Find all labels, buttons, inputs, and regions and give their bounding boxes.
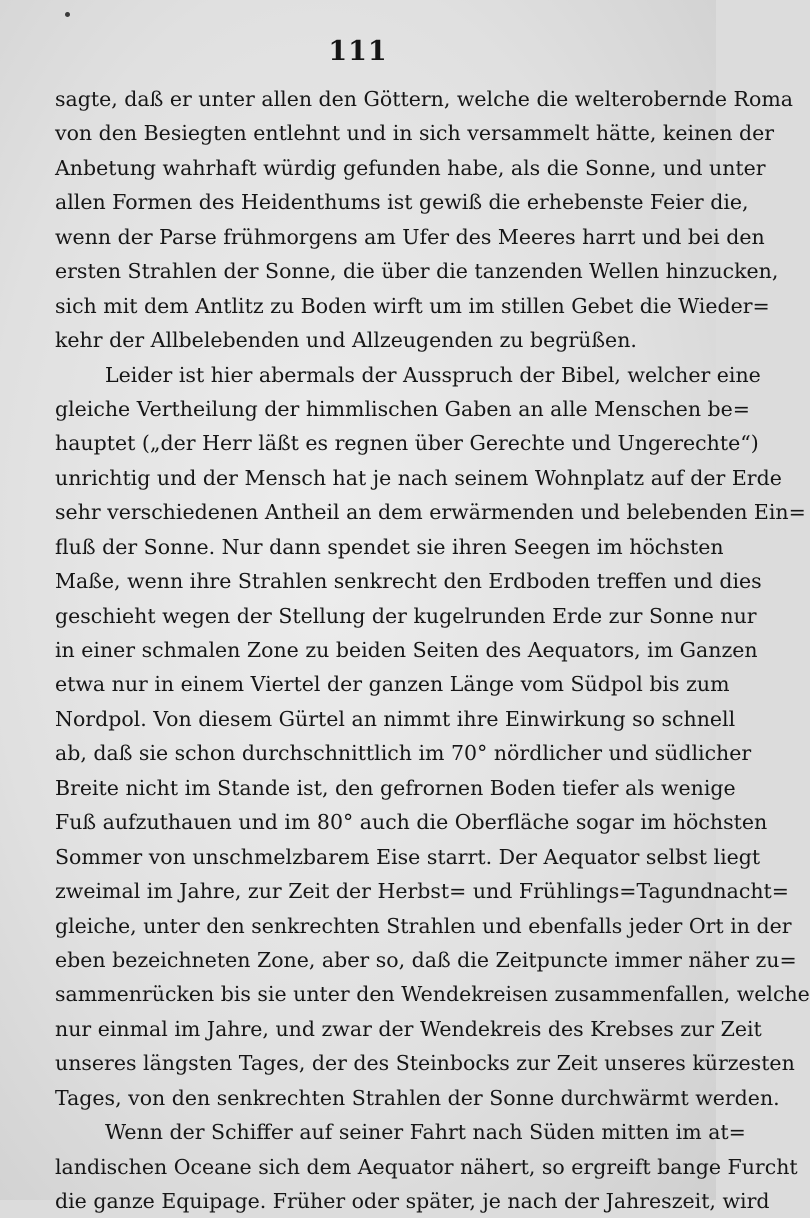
text-line: in einer schmalen Zone zu beiden Seiten des Aequators, im Ganzen (55, 638, 758, 662)
text-line: geschieht wegen der Stellung der kugelrunden Erde zur Sonne nur (55, 603, 757, 628)
text-line: unseres längsten Tages, der des Steinbocks zur Zeit unseres kürzesten (55, 1051, 795, 1076)
body-text (55, 82, 810, 1218)
text-line: allen Formen des Heidenthums ist gewiß die erhebenste Feier die, (55, 190, 749, 215)
text-line: Nordpol. Von diesem Gürtel an nimmt ihre Einwirkung so schnell (55, 706, 736, 731)
text-line: unrichtig und der Mensch hat je nach seinem Wohnplatz auf der Erde (55, 465, 782, 490)
text-line: eben bezeichneten Zone, aber so, daß die Zeitpuncte immer näher zu= (55, 947, 797, 972)
text-line: sich mit dem Antlitz zu Boden wirft um im stillen Gebet die Wieder= (55, 293, 770, 318)
text-line: von den Besiegten entlehnt und in sich versammelt hätte, keinen der (55, 121, 775, 146)
text-line: wenn der Parse frühmorgens am Ufer des Meeres harrt und bei den (55, 224, 765, 249)
text-line: Anbetung wahrhaft würdig gefunden habe, als die Sonne, und unter (55, 155, 766, 180)
text-line: Sommer von unschmelzbarem Eise starrt. Der Aequator selbst liegt (55, 844, 761, 869)
text-line: hauptet („der Herr läßt es regnen über Gerechte und Ungerechte“) (55, 431, 759, 456)
text-line: sehr verschiedenen Antheil an dem erwärmenden und belebenden Ein= (55, 500, 806, 525)
text-line: nur einmal im Jahre, und zwar der Wendekreis des Krebses zur Zeit (55, 1016, 762, 1041)
page-number: 111 (328, 36, 388, 67)
text-line: fluß der Sonne. Nur dann spendet sie ihren Seegen im höchsten (55, 534, 724, 559)
text-line: ersten Strahlen der Sonne, die über die tanzenden Wellen hinzucken, (55, 259, 779, 284)
text-line: sagte, daß er unter allen den Göttern, welche die welterobernde Roma (55, 87, 793, 111)
text-line: Fuß aufzuthauen und im 80° auch die Oberfläche sogar im höchsten (55, 810, 768, 835)
text-line: Maße, wenn ihre Strahlen senkrecht den Erdboden treffen und dies (55, 569, 762, 594)
text-line: Wenn der Schiffer auf seiner Fahrt nach Süden mitten im at= (105, 1120, 746, 1145)
text-line: etwa nur in einem Viertel der ganzen Länge vom Südpol bis zum (55, 672, 730, 697)
text-line: die ganze Equipage. Früher oder später, je nach der Jahreszeit, wird (55, 1189, 770, 1213)
text-line: kehr der Allbelebenden und Allzeugenden zu begrüßen. (55, 328, 637, 353)
text-line: sammenrücken bis sie unter den Wendekreisen zusammenfallen, welche (55, 982, 810, 1007)
text-line: Leider ist hier abermals der Ausspruch der Bibel, welcher eine (105, 362, 761, 387)
text-line: zweimal im Jahre, zur Zeit der Herbst= und Frühlings=Tagundnacht= (55, 879, 789, 904)
text-line: Breite nicht im Stande ist, den gefrornen Boden tiefer als wenige (55, 775, 736, 800)
text-line: gleiche, unter den senkrechten Strahlen und ebenfalls jeder Ort in der (55, 913, 792, 938)
text-line: gleiche Vertheilung der himmlischen Gaben an alle Menschen be= (55, 396, 750, 421)
text-line: Tages, von den senkrechten Strahlen der Sonne durchwärmt werden. (55, 1085, 780, 1110)
text-line: landischen Oceane sich dem Aequator nähert, so ergreift bange Furcht (55, 1154, 798, 1179)
ink-speck (65, 12, 70, 17)
text-line: ab, daß sie schon durchschnittlich im 70° nördlicher und südlicher (55, 741, 752, 766)
